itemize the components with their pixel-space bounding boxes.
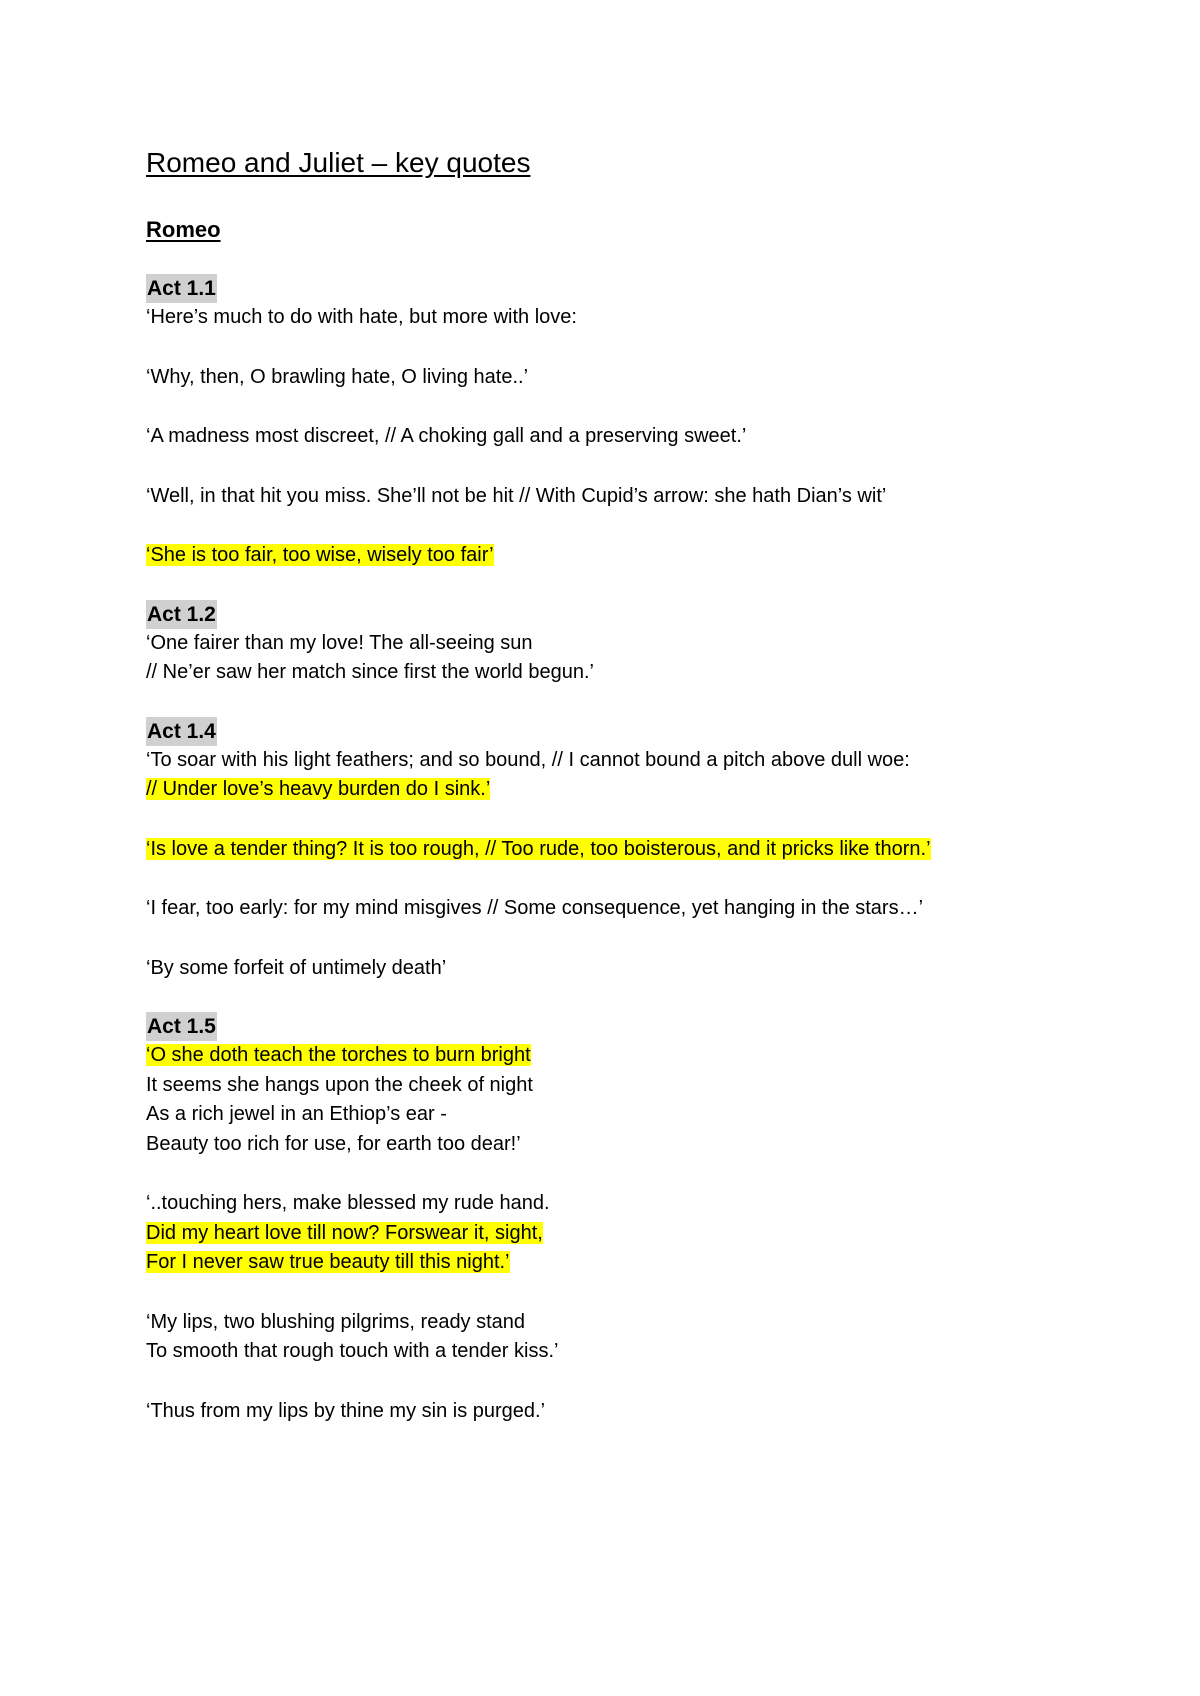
quote bbox=[146, 541, 1066, 571]
quote-text: // Ne’er saw her match since first the world begun.’ bbox=[146, 661, 594, 683]
quote-line bbox=[146, 894, 1066, 924]
quote bbox=[146, 1397, 1066, 1427]
quote-text: // Under love’s heavy burden do I sink.’ bbox=[146, 778, 491, 800]
quote-text: To smooth that rough touch with a tender kiss.’ bbox=[146, 1340, 559, 1362]
highlighted-quote-line bbox=[146, 775, 1066, 805]
highlighted-quote-line bbox=[146, 1041, 1066, 1071]
quote-line bbox=[146, 1308, 1066, 1338]
quote-text: As a rich jewel in an Ethiop’s ear - bbox=[146, 1103, 447, 1125]
acts-container bbox=[146, 274, 1066, 1426]
act-section bbox=[146, 274, 1066, 571]
quote-text: For I never saw true beauty till this night.’ bbox=[146, 1251, 510, 1273]
quote-line bbox=[146, 363, 1066, 393]
quote-text: ‘Is love a tender thing? It is too rough, // Too rude, too boisterous, and it pricks like thorn.’ bbox=[146, 837, 931, 860]
act-heading: Act 1.5 bbox=[146, 1012, 217, 1041]
quote bbox=[146, 1189, 1066, 1278]
highlighted-quote-line bbox=[146, 1219, 1066, 1249]
quote-text: ‘She is too fair, too wise, wisely too fair’ bbox=[146, 544, 494, 566]
highlighted-quote-line bbox=[146, 541, 1066, 571]
quote-text: ‘O she doth teach the torches to burn bright bbox=[146, 1044, 531, 1066]
act-section bbox=[146, 1012, 1066, 1426]
quote-line bbox=[146, 1071, 1066, 1101]
quote bbox=[146, 482, 1066, 512]
quote-line bbox=[146, 422, 1066, 452]
quote-text: ‘Why, then, O brawling hate, O living hate..’ bbox=[146, 365, 529, 388]
quote bbox=[146, 1308, 1066, 1367]
quote-line bbox=[146, 954, 1066, 984]
highlighted-quote-line bbox=[146, 1248, 1066, 1278]
quote bbox=[146, 746, 1066, 805]
quote-text: ‘By some forfeit of untimely death’ bbox=[146, 956, 447, 979]
quote-text: ‘One fairer than my love! The all-seeing sun bbox=[146, 631, 533, 654]
quote-line bbox=[146, 629, 1066, 659]
highlighted-quote-line bbox=[146, 835, 1066, 865]
quote bbox=[146, 1041, 1066, 1159]
act-heading: Act 1.2 bbox=[146, 600, 217, 629]
act-section bbox=[146, 717, 1066, 984]
quote-text: ‘Thus from my lips by thine my sin is purged.’ bbox=[146, 1399, 546, 1422]
quote-line bbox=[146, 1130, 1066, 1160]
act-heading: Act 1.1 bbox=[146, 274, 217, 303]
quote bbox=[146, 629, 1066, 688]
quote-line bbox=[146, 746, 1066, 776]
quote bbox=[146, 422, 1066, 452]
quote-line bbox=[146, 658, 1066, 688]
quote bbox=[146, 894, 1066, 924]
document-title: Romeo and Juliet – key quotes bbox=[146, 147, 531, 178]
quote-line bbox=[146, 303, 1066, 333]
quote-line bbox=[146, 1189, 1066, 1219]
quote-text: ‘Well, in that hit you miss. She’ll not be hit // With Cupid’s arrow: she hath Dian’s wit’ bbox=[146, 484, 887, 507]
quote-text: ‘..touching hers, make blessed my rude hand. bbox=[146, 1192, 550, 1214]
act-section bbox=[146, 600, 1066, 688]
act-heading: Act 1.4 bbox=[146, 717, 217, 746]
document-page bbox=[146, 146, 1066, 1455]
quote bbox=[146, 363, 1066, 393]
quote-line bbox=[146, 482, 1066, 512]
quote-text: ‘To soar with his light feathers; and so bound, // I cannot bound a pitch above dull woe: bbox=[146, 748, 910, 771]
quote-line bbox=[146, 1100, 1066, 1130]
quote bbox=[146, 835, 1066, 865]
quote-text: ‘I fear, too early: for my mind misgives // Some consequence, yet hanging in the stars…’ bbox=[146, 897, 924, 919]
quote-text: ‘Here’s much to do with hate, but more with love: bbox=[146, 306, 577, 328]
quote-line bbox=[146, 1337, 1066, 1367]
quote-text: It seems she hangs upon the cheek of night bbox=[146, 1073, 533, 1096]
section-heading-romeo: Romeo bbox=[146, 217, 221, 242]
quote-text: Beauty too rich for use, for earth too dear!’ bbox=[146, 1132, 521, 1155]
quote-text: ‘My lips, two blushing pilgrims, ready stand bbox=[146, 1310, 526, 1333]
quote-line bbox=[146, 1397, 1066, 1427]
quote-text: ‘A madness most discreet, // A choking gall and a preserving sweet.’ bbox=[146, 425, 747, 447]
quote bbox=[146, 954, 1066, 984]
quote-text: Did my heart love till now? Forswear it, sight, bbox=[146, 1221, 543, 1244]
quote bbox=[146, 303, 1066, 333]
